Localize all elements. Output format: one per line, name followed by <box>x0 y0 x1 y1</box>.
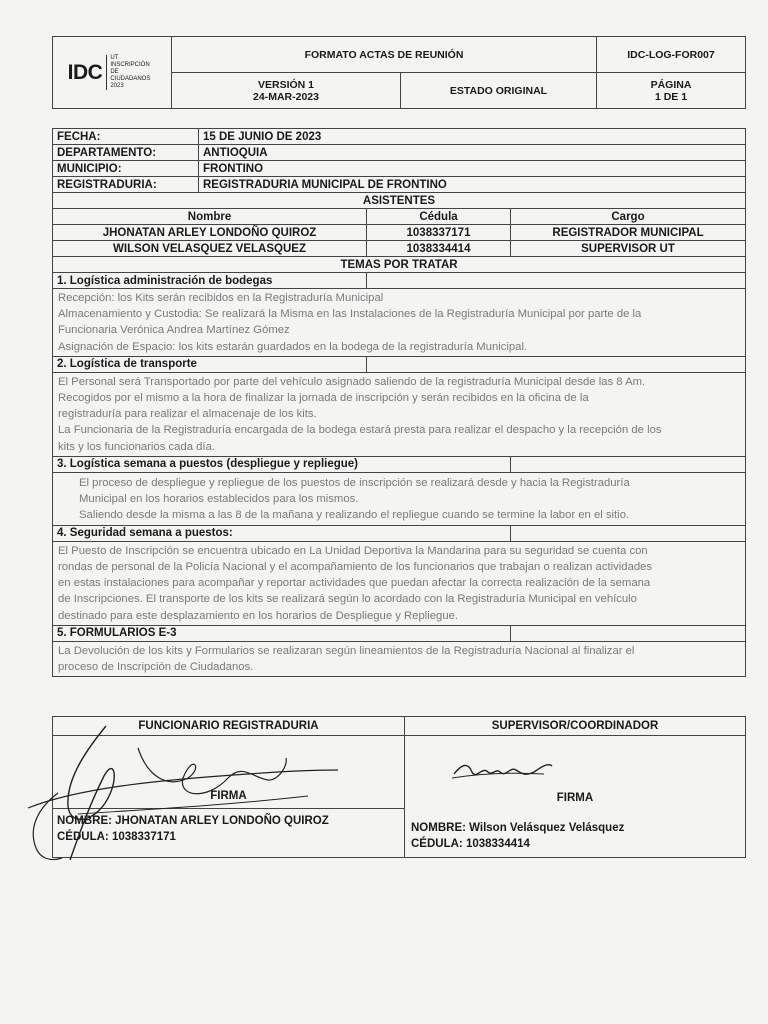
signature-table <box>52 716 746 858</box>
municipio-value: FRONTINO <box>199 161 746 177</box>
version-date: 24-MAR-2023 <box>253 90 319 103</box>
attendee-header-role: Cargo <box>511 209 746 225</box>
topic-line: Asignación de Espacio: los kits estarán guardados en la bodega de la registraduría Municipal. <box>58 340 528 353</box>
left-firma-label: FIRMA <box>210 790 247 802</box>
topic-line: de Inscripciones. El transporte de los kits se realizará según lo acordado con la Registraduría Municipal en vehículo <box>58 593 637 606</box>
topic-line: La Funcionaria de la Registraduría encargada de la bodega estará presta para realizar el despacho y la recepción de los <box>58 424 662 437</box>
fecha-label: FECHA: <box>53 129 199 145</box>
topic-heading: 2. Logística de transporte <box>53 356 367 372</box>
topic-line: rondas de personal de la Policía Nacional y el acompañamiento de los funcionarios que trabajan o realizan actividades <box>58 561 653 574</box>
topic-line: Funcionaria Verónica Andrea Martínez Gómez <box>58 324 290 337</box>
municipio-label: MUNICIPIO: <box>53 161 199 177</box>
topic-body <box>53 541 746 625</box>
logo-text: IDC <box>67 60 103 84</box>
left-signer-info <box>53 809 405 858</box>
attendee-row <box>53 241 746 257</box>
topic-heading: 3. Logística semana a puestos (despliegue y repliegue) <box>53 456 511 472</box>
left-signer-id: CÉDULA: 1038337171 <box>57 831 176 843</box>
topic-line: en estas instalaciones para acompañar y reportar actividades que puedan afectar la correcta realización de la semana <box>58 577 651 590</box>
right-signer-info <box>411 820 624 852</box>
topic-line: registraduría para realizar el almacenaje de los kits. <box>58 408 317 421</box>
fecha-value: 15 DE JUNIO DE 2023 <box>199 129 746 145</box>
topic-line: El Puesto de Inscripción se encuentra ubicado en La Unidad Deportiva la Mandarina para su seguridad se cuenta con <box>58 544 648 557</box>
document-code: IDC-LOG-FOR007 <box>597 37 746 73</box>
registraduria-value: REGISTRADURIA MUNICIPAL DE FRONTINO <box>199 177 746 193</box>
topic-line: La Devolución de los kits y Formularios se realizaran según lineamientos de la Registraduría Nacional al finalizar el <box>58 644 635 657</box>
right-signature-area <box>405 736 746 858</box>
attendee-id: 1038334414 <box>367 241 511 257</box>
left-signer-name: NOMBRE: JHONATAN ARLEY LONDOÑO QUIROZ <box>57 815 329 827</box>
version-label: VERSIÓN 1 <box>257 78 315 91</box>
page-label: PÁGINA <box>650 78 692 91</box>
topic-heading: 5. FORMULARIOS E-3 <box>53 625 511 641</box>
attendee-role: SUPERVISOR UT <box>511 241 746 257</box>
depto-value: ANTIOQUIA <box>199 145 746 161</box>
status-cell: ESTADO ORIGINAL <box>401 73 597 109</box>
topic-line: proceso de Inscripción de Ciudadanos. <box>58 661 254 674</box>
document-title: FORMATO ACTAS DE REUNIÓN <box>172 37 597 73</box>
right-signer-id: CÉDULA: 1038334414 <box>411 838 530 850</box>
topic-line: Saliendo desde la misma a las 8 de la mañana y realizando el repliegue cuando se termine la labor en el sitio. <box>79 508 630 521</box>
topic-heading: 1. Logística administración de bodegas <box>53 273 367 289</box>
document-header <box>52 36 746 109</box>
page-value: 1 DE 1 <box>654 90 688 103</box>
topic-line: destinado para este desplazamiento en los horarios de Despliegue y Repliegue. <box>58 609 459 622</box>
topic-line: El proceso de despliegue y repliegue de los puestos de inscripción se realizará desde y hacia la Registraduría <box>79 476 630 489</box>
topics-title: TEMAS POR TRATAR <box>53 257 746 273</box>
topic-line: Recepción: los Kits serán recibidos en la Registraduría Municipal <box>58 292 384 304</box>
attendee-header-id: Cédula <box>367 209 511 225</box>
topic-line: Municipal en los horarios establecidos para los mismos. <box>79 492 359 505</box>
attendee-id: 1038337171 <box>367 225 511 241</box>
logo-subtitle: UT INSCRIPCIÓN DE CIUDADANOS 2023 <box>106 55 156 90</box>
topic-line: Almacenamiento y Custodia: Se realizará la Misma en las Instalaciones de la Registraduría Municipal por parte de la <box>58 308 642 321</box>
attendees-title: ASISTENTES <box>53 193 746 209</box>
right-firma-label: FIRMA <box>556 792 594 804</box>
topic-line: Recogidos por el mismo a la hora de finalizar la jornada de inscripción y serán recibidos en la oficina de la <box>58 392 589 405</box>
attendee-header-name: Nombre <box>53 209 367 225</box>
left-signature-title: FUNCIONARIO REGISTRADURIA <box>53 717 405 736</box>
attendee-name: WILSON VELASQUEZ VELASQUEZ <box>53 241 367 257</box>
topic-body <box>53 472 746 525</box>
topic-line: El Personal será Transportado por parte del vehículo asignado saliendo de la registraduría Municipal desde las 8 Am. <box>58 375 646 388</box>
version-cell <box>172 73 401 109</box>
attendee-role: REGISTRADOR MUNICIPAL <box>511 225 746 241</box>
depto-label: DEPARTAMENTO: <box>53 145 199 161</box>
attendee-row <box>53 225 746 241</box>
page-cell <box>597 73 746 109</box>
logo <box>53 37 172 109</box>
minutes-table <box>52 128 746 677</box>
topic-body <box>53 372 746 456</box>
topic-heading: 4. Seguridad semana a puestos: <box>53 525 511 541</box>
registraduria-label: REGISTRADURIA: <box>53 177 199 193</box>
right-signer-name: NOMBRE: Wilson Velásquez Velásquez <box>411 822 625 834</box>
attendee-name: JHONATAN ARLEY LONDOÑO QUIROZ <box>53 225 367 241</box>
left-signature-area <box>53 736 405 809</box>
topic-body <box>53 289 746 357</box>
right-signature-title: SUPERVISOR/COORDINADOR <box>405 717 746 736</box>
topic-body <box>53 641 746 676</box>
topic-line: kits y los funcionarios cada día. <box>58 440 215 453</box>
